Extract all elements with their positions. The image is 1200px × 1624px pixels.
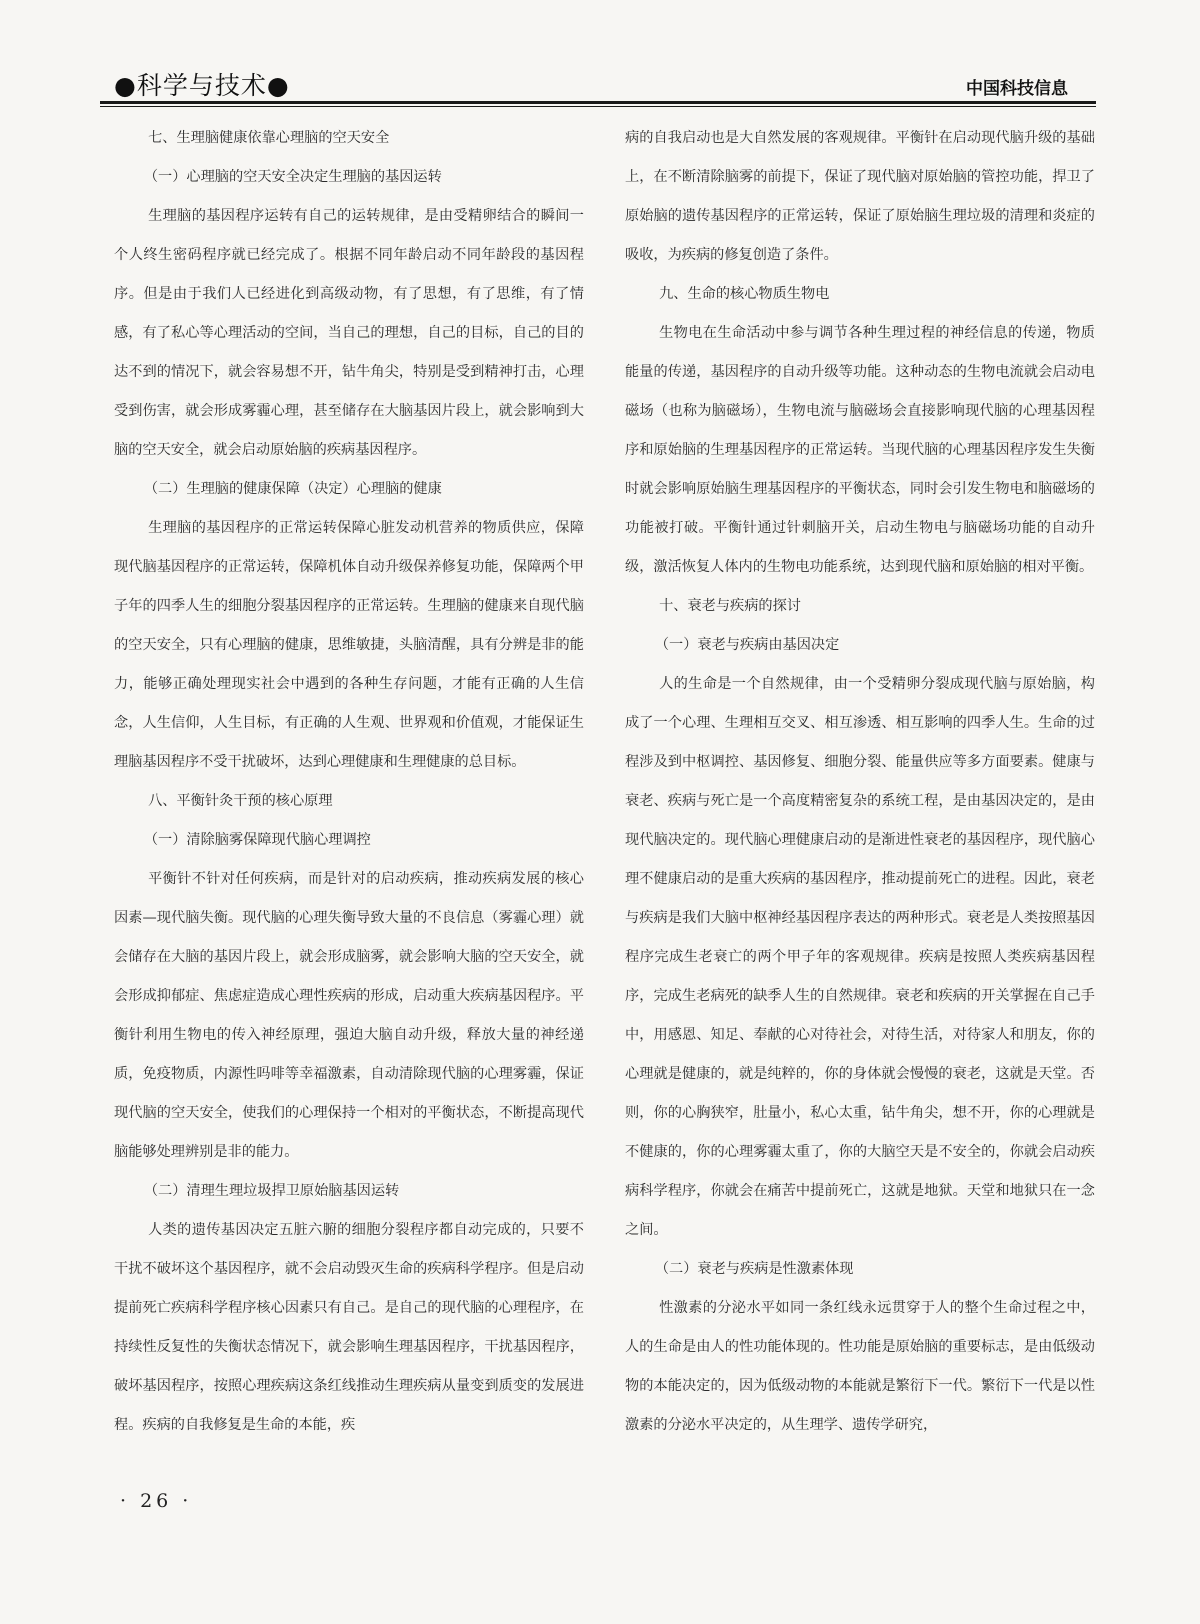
- header-rule-thin: [100, 106, 1096, 107]
- journal-name: 中国科技信息: [966, 79, 1068, 99]
- paragraph-8-2-continued: 病的自我启动也是大自然发展的客观规律。平衡针在启动现代脑升级的基础上，在不断清除脑雾的前提下，保证了现代脑对原始脑的管控功能，捍卫了原始脑的遗传基因程序的正常运转，保证了原始脑生理垃圾的清理和炎症的吸收，为疾病的修复创造了条件。: [625, 130, 1095, 263]
- paragraph-8-1: 平衡针不针对任何疾病，而是针对的启动疾病，推动疾病发展的核心因素—现代脑失衡。现代脑的心理失衡导致大量的不良信息（雾霾心理）就会储存在大脑的基因片段上，就会形成脑雾，就会影响大脑的空天安全，就会形成抑郁症、焦虑症造成心理性疾病的形成，启动重大疾病基因程序。平衡针利用生物电的传入神经原理，强迫大脑自动升级，释放大量的神经递质，免疫物质，内源性吗啡等幸福激素，自动清除现代脑的心理雾霾，保证现代脑的空天安全，使我们的心理保持一个相对的平衡状态，不断提高现代脑能够处理辨别是非的能力。: [114, 871, 584, 1160]
- paragraph-9: 生物电在生命活动中参与调节各种生理过程的神经信息的传递，物质能量的传递，基因程序的自动升级等功能。这种动态的生物电流就会启动电磁场（也称为脑磁场），生物电流与脑磁场会直接影响现代脑的心理基因程序和原始脑的生理基因程序的正常运转。当现代脑的心理基因程序发生失衡时就会影响原始脑生理基因程序的平衡状态，同时会引发生物电和脑磁场的功能被打破。平衡针通过针刺脑开关，启动生物电与脑磁场功能的自动升级，激活恢复人体内的生物电功能系统，达到现代脑和原始脑的相对平衡。: [625, 325, 1095, 575]
- subheading-8-2: （二）清理生理垃圾捍卫原始脑基因运转: [143, 1183, 400, 1199]
- subheading-8-1: （一）清除脑雾保障现代脑心理调控: [143, 832, 371, 848]
- page-number: · 26 ·: [120, 1490, 193, 1512]
- paragraph-10-1: 人的生命是一个自然规律，由一个受精卵分裂成现代脑与原始脑，构成了一个心理、生理相互交叉、相互渗透、相互影响的四季人生。生命的过程涉及到中枢调控、基因修复、细胞分裂、能量供应等多方面要素。健康与衰老、疾病与死亡是一个高度精密复杂的系统工程，是由基因决定的，是由现代脑决定的。现代脑心理健康启动的是渐进性衰老的基因程序，现代脑心理不健康启动的是重大疾病的基因程序，推动提前死亡的进程。因此，衰老与疾病是我们大脑中枢神经基因程序表达的两种形式。衰老是人类按照基因程序完成生老衰亡的两个甲子年的客观规律。疾病是按照人类疾病基因程序，完成生老病死的缺季人生的自然规律。衰老和疾病的开关掌握在自己手中，用感恩、知足、奉献的心对待社会，对待生活，对待家人和朋友，你的心理就是健康的，就是纯粹的，你的身体就会慢慢的衰老，这就是天堂。否则，你的心胸狭窄，肚量小，私心太重，钻牛角尖，想不开，你的心理就是不健康的，你的心理雾霾太重了，你的大脑空天是不安全的，你就会启动疾病科学程序，你就会在痛苦中提前死亡，这就是地狱。天堂和地狱只在一念之间。: [625, 676, 1095, 1238]
- paragraph-10-2: 性激素的分泌水平如同一条红线永远贯穿于人的整个生命过程之中，人的生命是由人的性功能体现的。性功能是原始脑的重要标志，是由低级动物的本能决定的，因为低级动物的本能就是繁衍下一代。繁衍下一代是以性激素的分泌水平决定的，从生理学、遗传学研究，: [625, 1300, 1095, 1433]
- heading-section-10: 十、衰老与疾病的探讨: [659, 598, 801, 614]
- right-column: [625, 119, 1095, 1445]
- section-title: ●科学与技术●: [114, 71, 290, 100]
- left-column: [114, 119, 584, 1445]
- subheading-7-2: （二）生理脑的健康保障（决定）心理脑的健康: [143, 481, 442, 497]
- heading-section-9: 九、生命的核心物质生物电: [659, 286, 830, 302]
- paragraph-7-2: 生理脑的基因程序的正常运转保障心脏发动机营养的物质供应，保障现代脑基因程序的正常运转，保障机体自动升级保养修复功能，保障两个甲子年的四季人生的细胞分裂基因程序的正常运转。生理脑的健康来自现代脑的空天安全，只有心理脑的健康，思维敏捷，头脑清醒，具有分辨是非的能力，能够正确处理现实社会中遇到的各种生存问题，才能有正确的人生信念，人生信仰，人生目标，有正确的人生观、世界观和价值观，才能保证生理脑基因程序不受干扰破坏，达到心理健康和生理健康的总目标。: [114, 520, 584, 770]
- paragraph-7-1: 生理脑的基因程序运转有自己的运转规律，是由受精卵结合的瞬间一个人终生密码程序就已经完成了。根据不同年龄启动不同年龄段的基因程序。但是由于我们人已经进化到高级动物，有了思想，有了思维，有了情感，有了私心等心理活动的空间，当自己的理想，自己的目标，自己的目的达不到的情况下，就会容易想不开，钻牛角尖，特别是受到精神打击，心理受到伤害，就会形成雾霾心理，甚至储存在大脑基因片段上，就会影响到大脑的空天安全，就会启动原始脑的疾病基因程序。: [114, 208, 584, 458]
- heading-section-8: 八、平衡针灸干预的核心原理: [148, 793, 333, 809]
- page-header: [100, 62, 1096, 102]
- subheading-7-1: （一）心理脑的空天安全决定生理脑的基因运转: [143, 169, 442, 185]
- header-rule-thick: [100, 101, 1096, 104]
- heading-section-7: 七、生理脑健康依靠心理脑的空天安全: [148, 130, 390, 146]
- paragraph-8-2: 人类的遗传基因决定五脏六腑的细胞分裂程序都自动完成的，只要不干扰不破坏这个基因程序，就不会启动毁灭生命的疾病科学程序。但是启动提前死亡疾病科学程序核心因素只有自己。是自己的现代脑的心理程序，在持续性反复性的失衡状态情况下，就会影响生理基因程序，干扰基因程序，破坏基因程序，按照心理疾病这条红线推动生理疾病从量变到质变的发展进程。疾病的自我修复是生命的本能，疾: [114, 1222, 584, 1433]
- subheading-10-2: （二）衰老与疾病是性激素体现: [654, 1261, 854, 1277]
- subheading-10-1: （一）衰老与疾病由基因决定: [654, 637, 840, 653]
